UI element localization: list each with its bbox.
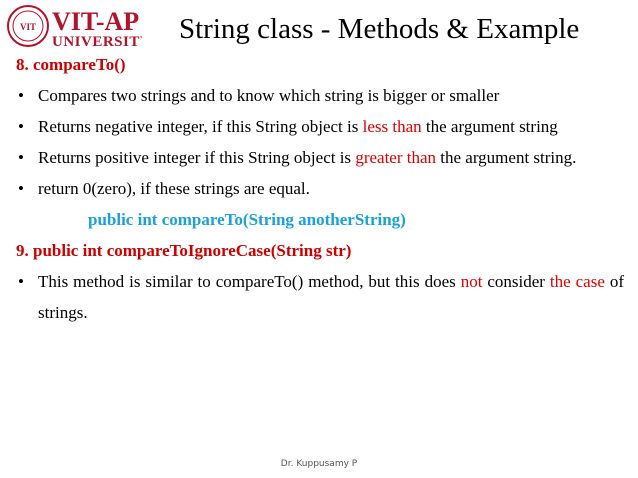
highlight-less-than: less than <box>362 117 422 136</box>
bullet-dot: • <box>18 179 24 198</box>
bullet-dot: • <box>18 86 24 105</box>
bullet-compares <box>16 80 628 111</box>
bullet-text: This method is similar to compareTo() method, but this does <box>38 272 461 291</box>
compareto-signature: public int compareTo(String anotherString) <box>88 210 406 229</box>
logo-seal-text: VIT <box>19 22 37 32</box>
bullet-zero <box>16 173 628 204</box>
logo-subtitle: UNIVERSITY <box>52 34 142 50</box>
bullet-negative <box>16 111 628 142</box>
bullet-text: consider <box>482 272 550 291</box>
logo-graphic <box>6 4 142 50</box>
slide-content <box>16 49 628 328</box>
bullet-ignorecase <box>16 266 624 328</box>
bullet-text: Returns negative integer, if this String object is <box>38 117 363 136</box>
slide-title: String class - Methods & Example <box>179 13 580 45</box>
bullet-text: Compares two strings and to know which string is bigger or smaller <box>38 86 500 105</box>
footer-author: Dr. Kuppusamy P <box>280 459 358 469</box>
bullet-positive <box>16 142 628 173</box>
highlight-greater-than: greater than <box>355 148 437 167</box>
bullet-dot: • <box>18 148 24 167</box>
bullet-text: of strings. <box>38 272 624 322</box>
bullet-text: the argument string <box>421 117 558 136</box>
highlight-not: not <box>460 272 483 291</box>
bullet-text: Returns positive integer if this String object is <box>38 148 356 167</box>
university-logo <box>6 4 142 50</box>
section-9-heading: 9. public int compareToIgnoreCase(String str) <box>16 241 352 260</box>
bullet-dot: • <box>18 272 24 291</box>
highlight-the-case: the case <box>549 272 605 291</box>
bullet-dot: • <box>18 117 24 136</box>
bullet-text: the argument string. <box>436 148 577 167</box>
logo-name: VIT-AP <box>52 7 140 36</box>
section-8-heading: 8. compareTo() <box>16 55 126 74</box>
bullet-text: return 0(zero), if these strings are equal. <box>38 179 310 198</box>
